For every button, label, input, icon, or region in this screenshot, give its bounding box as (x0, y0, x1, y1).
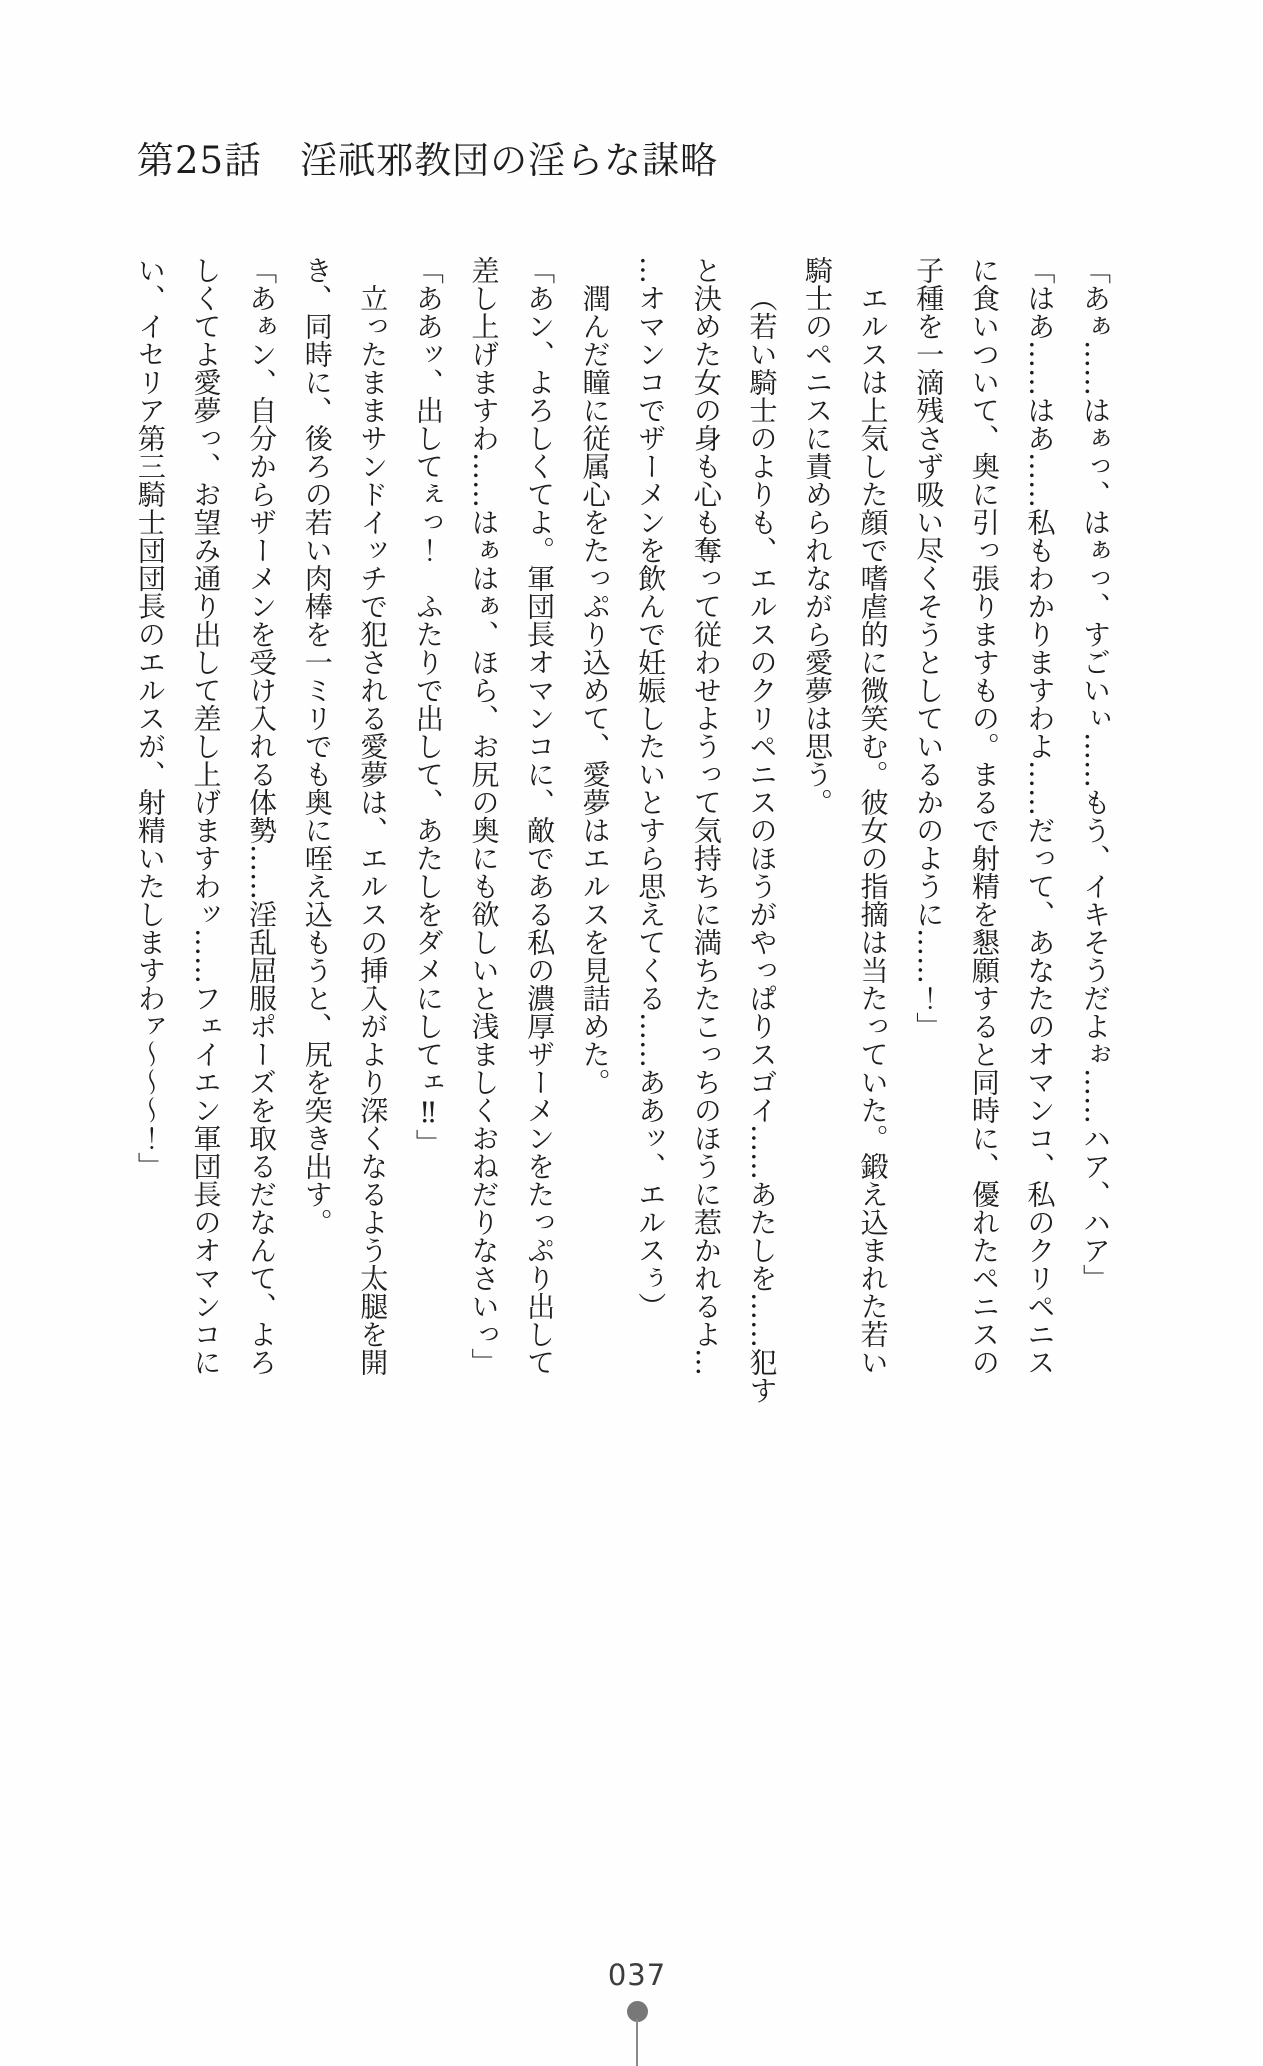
text-line: と決めた女の身も心も奪って従わせようって気持ちに満ちたこっちのほうに惹かれるよ… (689, 256, 723, 1376)
text-line: 騎士のペニスに責められながら愛夢は思う。 (801, 256, 835, 816)
text-line: 立ったままサンドイッチで犯される愛夢は、エルスの挿入がより深くなるよう太腿を開 (356, 284, 390, 1376)
text-line: い、イセリア第三騎士団団長のエルスが、射精いたしますわァ～～～！」 (133, 256, 167, 1180)
text-line: 子種を一滴残さず吸い尽くそうとしているかのように……！」 (912, 256, 946, 1040)
page-number: 037 (607, 1958, 667, 1992)
text-line: エルスは上気した顔で嗜虐的に微笑む。彼女の指摘は当たっていた。鍛え込まれた若い (856, 284, 890, 1376)
page-body-text (122, 256, 1123, 1441)
text-line: 差し上げますわ……はぁはぁ、ほら、お尻の奥にも欲しいと浅ましくおねだりなさいっ」 (467, 256, 501, 1376)
text-line: に食いついて、奥に引っ張りますもの。まるで射精を懇願すると同時に、優れたペニスの (967, 256, 1001, 1376)
text-line: き、同時に、後ろの若い肉棒を一ミリでも奥に咥え込もうと、尻を突き出す。 (300, 256, 334, 1236)
text-line: 潤んだ瞳に従属心をたっぷり込めて、愛夢はエルスを見詰めた。 (578, 284, 612, 1096)
text-line: しくてよ愛夢っ、お望み通り出して差し上げますわッ……フェイエン軍団長のオマンコに (189, 256, 223, 1376)
text-line: …オマンコでザーメンを飲んで妊娠したいとすら思えてくる……ああッ、エルスぅ） (634, 256, 668, 1320)
text-line: 「あぁ……はぁっ、はぁっ、すごいぃ……もう、イキそうだよぉ……ハア、ハア」 (1079, 256, 1112, 1292)
text-line: （若い騎士のよりも、エルスのクリペニスのほうがやっぱりスゴイ……あたしを……犯す (745, 284, 779, 1404)
text-line: 「あン、よろしくてよ。軍団長オマンコに、敵である私の濃厚ザーメンをたっぷり出して (523, 256, 557, 1376)
text-line: 「あぁン、自分からザーメンを受け入れる体勢……淫乱屈服ポーズを取るだなんて、よろ (245, 256, 279, 1376)
text-line: 「はあ……はあ……私もわかりますわよ……だって、あなたのオマンコ、私のクリペニス (1023, 256, 1057, 1376)
text-line: 「ああッ、出してぇっ！ ふたりで出して、あたしをダメにしてェ‼」 (411, 256, 445, 1157)
footer-rule (636, 2019, 638, 2066)
chapter-heading: 第25話 淫祇邪教団の淫らな謀略 (137, 139, 719, 182)
